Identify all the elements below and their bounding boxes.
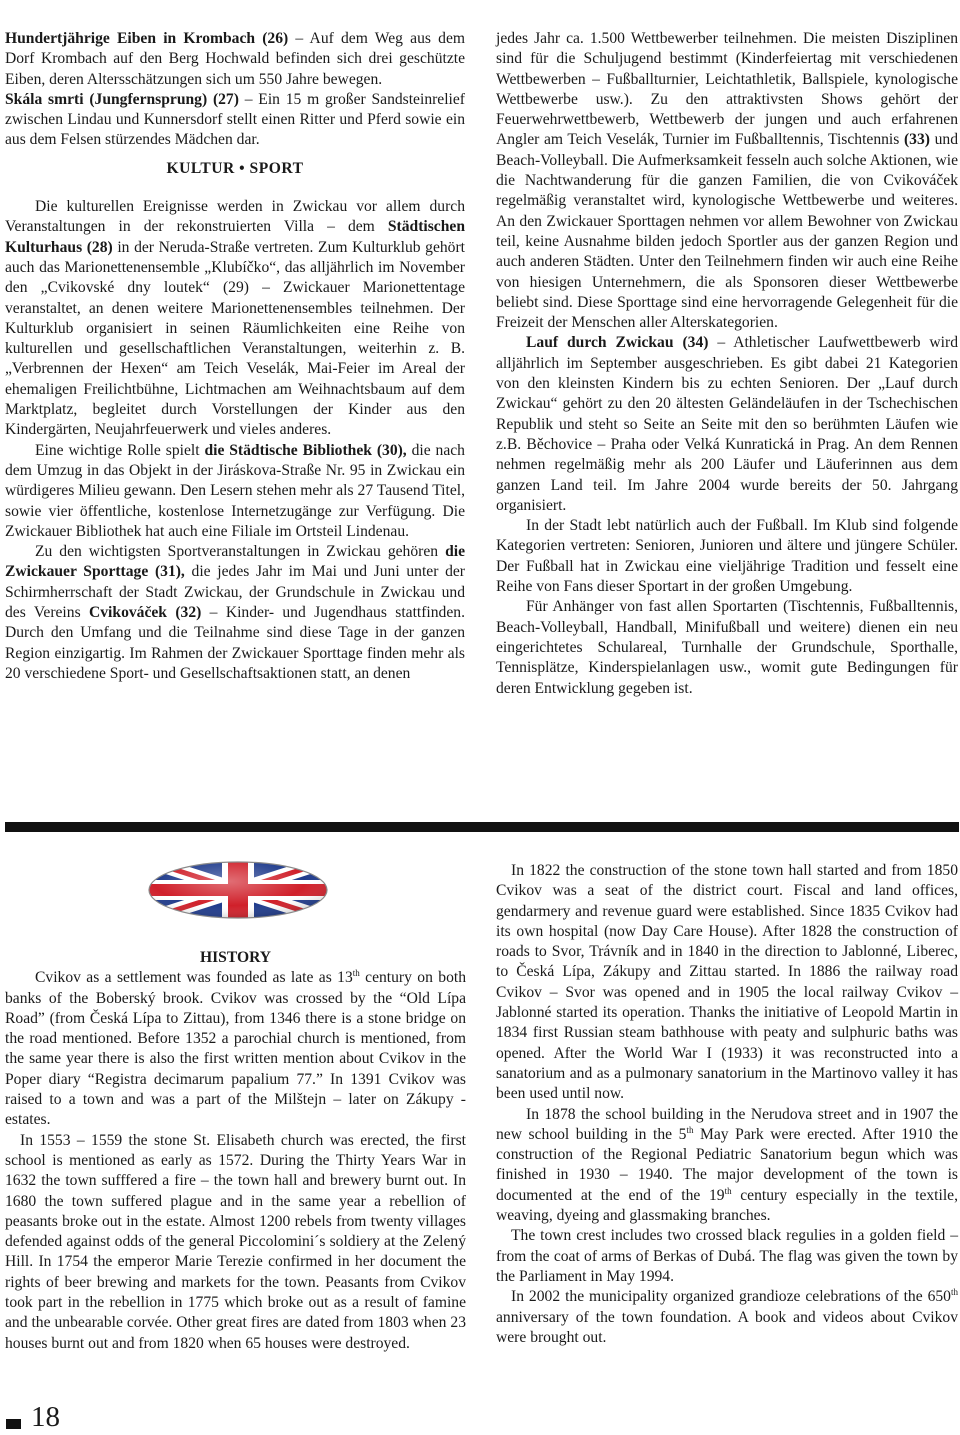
paragraph-krombach-yews: Hundertjährige Eiben in Krombach (26) – Auf dem Weg aus dem Dorf Krombach auf den Berg Hochwald befinden sich drei geschützte Eiben, deren Altersschätzungen sich um 550 Jahre bewegen. (5, 30, 465, 88)
term-library: die Städtische Bibliothek (30), (204, 441, 407, 459)
german-left-column (5, 29, 465, 684)
english-right-column (496, 861, 958, 1348)
paragraph-history-church: In 1553 – 1559 the stone St. Elisabeth church was erected, the first school is mentioned as early as 1572. During the Thirty Years War in 1632 the town sufffered a fire – the town hall and brewery burnt out. In 1680 the town suffered plague and in the same year a rebellion of peasants broke out in the estate. Almost 1200 rebels from twenty villages defended against odds of the general Piccolomini´s soldiery at the Zelený Hill. In 1754 the emperor Marie Terezie confirmed in her document the rights of beer brewing and markets for the town. Peasants from Cvikov took part in the rebellion in 1775 which broke out as a result of famine and the unbearable corvée. Other great fires are dated from 1803 when 23 houses burnt out and from 1820 when 65 houses were destroyed. (5, 1131, 466, 1352)
paragraph-sport-days: Zu den wichtigsten Sportveranstaltungen in Zwickau gehören die Zwickauer Sporttage (31), die jedes Jahr im Mai und Juni unter der Schirmherrschaft der Stadt Zwickau, der Grundschule in Zwickau und des Vereins Cvikováček (32) – Kinder- und Jugendhaus stattfinden. Durch den Umfang und die Teilnahme sind diese Tage in der ganzen Region einzigartig. Im Rahmen der Zwickauer Sporttage finden mehr als 20 verschiedene Sport- und Gesellschaftsaktionen statt, an denen (5, 543, 465, 682)
section-heading-history: HISTORY (199, 949, 272, 966)
term-skala-smrti: Skála smrti (Jungfernsprung) (27) (5, 90, 239, 108)
paragraph-history-town-hall: In 1822 the construction of the stone town hall started and from 1850 Cvikov was a seat of the district court. Fiscal and land offices, gendarmery and revenue guard were established. Since 1835 Cvikov had its own hospital (now Day Care House). After 1828 the construction of roads to Svor, Trávník and in 1840 in the direction to Jablonné, Liberec, to Česká Lípa, Zákupy and Zittau started. In 1886 the railway road Cvikov – Svor was opened and in 1905 the local railway Cvikov – Jablonné started its operation. Thanks the initiative of Leopold Martin in 1834 first Russian steam bathhouse with peaty and sulphuric baths was opened. After the World War I (1933) it was reconstructed into a sanatorium and as a pulmonary sanatorium in the Martinovo valley it has been used until now. (496, 862, 958, 1103)
section-heading-kultur-sport: KULTUR • SPORT (166, 159, 304, 177)
paragraph-football: In der Stadt lebt natürlich auch der Fußball. Im Klub sind folgende Kategorien vertreten: Senioren, Junioren und ältere und jüngere Schüler. Der Fußball hat in Zwickau eine vieljährige Tradition und fesselt eine Reihe von Fans dieser Sportart in der großen Umgebung. (496, 517, 958, 596)
section-divider (5, 822, 959, 832)
term-run-through-zwickau: Lauf durch Zwickau (34) (526, 334, 709, 352)
page-marker (6, 1419, 21, 1429)
german-right-column (496, 29, 958, 699)
paragraph-library: Eine wichtige Rolle spielt die Städtische Bibliothek (30), die nach dem Umzug in das Objekt in der Jiráskova-Straße Nr. 95 in Zwickau ein würdigeres Milieu gewann. Den Lesern stehen mehr als 27 Tausend Titel, sowie vier öffentliche, kostenlose Internetzugänge zur Verfügung. Die Zwickauer Bibliothek hat auch eine Filiale im Ortsteil Lindenau. (5, 441, 465, 540)
paragraph-history-anniversary: In 2002 the municipality organized grandioze celebrations of the 650th anniversary of the town foundation. A book and videos about Cvikov were brought out. (496, 1287, 958, 1346)
paragraph-facilities: Für Anhänger von fast allen Sportarten (Tischtennis, Fußballtennis, Beach-Volleyball, Handball, Minifußball und weitere) dienen ein neu eingerichtetes Schulareal, Turnhalle der Grundschule, Sporthalle, Tennisplätze, Kinderspielanlagen usw., womit gute Bedingungen für deren Entwicklung gegeben ist. (496, 598, 958, 697)
paragraph-skala-smrti: Skála smrti (Jungfernsprung) (27) – Ein 15 m großer Sandsteinrelief zwischen Lindau und Kunnersdorf stellt einen Ritter und Pferd sowie ein aus dem Felsen stürzendes Mädchen dar. (5, 90, 466, 149)
union-jack-flag-icon (148, 861, 328, 919)
paragraph-run: Lauf durch Zwickau (34) – Athletischer Laufwettbewerb wird alljährlich im September ausgeschrieben. Es gibt dabei 21 Kategorien von den kleinsten Kindern bis zu echten Senioren. Der „Lauf durch Zwickau“ gehört zu den 20 ältesten Geländeläufen in der Tschechischen Republik und steht so Seite an Seite mit den so berühmten Läufen wie z.B. Běchovice – Praha oder Velká Kunratická in Prag. An dem Rennen nehmen regelmäßig mehr als 200 Läufer und Läuferinnen aus dem ganzen Land teil. Im Jahre 2004 wurde bereits der 50. Jahrgang organisiert. (496, 334, 959, 514)
english-left-column (5, 948, 466, 1354)
paragraph-history-school: In 1878 the school building in the Nerudova street and in 1907 the new school building in the 5th May Park were erected. After 1910 the construction of the Regional Pediatric Sanatorium begun which was finished in 1930 – 1940. The major development of the town is documented at the end of the 19th century especially in the textile, weaving, dyeing and glassmaking branches. (496, 1105, 958, 1225)
term-cvikovacek: Cvikováček (32) (89, 604, 202, 622)
paragraph-history-founding: Cvikov as a settlement was founded as late as 13th century on both banks of the Boberský brook. Cvikov was crossed by the “Old Lípa Road” (from Česká Lípa to Zittau), from 1346 there is a stone bridge on the road mentioned. Before 1352 a parochial church is mentioned, from the same year there is also the first written mention about Cvikov in the Poper diary “Registra decimarum papalium 77.” In 1391 Cvikov was raised to a town and was a part of the Milštejn – later on Zákupy - estates. (5, 968, 466, 1129)
term-table-tennis: (33) (903, 131, 930, 149)
term-sport-days: die Zwickauer Sporttage (31), (5, 543, 465, 581)
paragraph-culture: Die kulturellen Ereignisse werden in Zwickau vor allem durch Veranstaltungen in der rekonstruierten Villa – dem Städtischen Kulturhaus (28) in der Neruda-Straße vertreten. Zum Kulturklub gehört auch das Marionettenensemble „Klubíčko“, das alljährlich im November den „Cvikovské dny loutek“ (29) – Zwickauer Marionettentage veranstaltet, an denen weitere Marionettenensembles teilnehmen. Der Kulturklub organisiert in seinen Räumlichkeiten eine Reihe von kulturellen und gesellschaftlichen Veranstaltungen, weiterhin z. B. „Verbrennen der Hexen“ am Teich Veselák, Mai-Feier im Areal der ehemaligen Freilichtbühne, Lichtmachen am Weihnachtsbaum auf dem Marktplatz, begleitet durch Vorstellungen der Kinder aus den Kindergärten, Neujahrfeuerwerk und vieles anderes. (5, 198, 466, 439)
paragraph-history-crest: The town crest includes two crossed black regulies in a golden field – from the coat of arms of Berkas of Dubá. The flag was given the town by the Parliament in May 1994. (496, 1227, 958, 1285)
page-number: 18 (31, 1401, 60, 1433)
paragraph-sport-days-continued: jedes Jahr ca. 1.500 Wettbewerber teilnehmen. Die meisten Disziplinen sind für die Schuljugend bestimmt (Kinderfeiertag mit verschiedenen Wettbewerben – Fußballturnier, Leichtathletik, Ballspiele, kynologische Wettbewerbe usw.). Zu den attraktivsten Shows gehört der Feuerwehrwettbewerb, Wettbewerb der jungen und auch erfahrenen Angler am Teich Veselák, Turnier im Fußballtennis, Tischtennis (33) und Beach-Volleyball. Die Aufmerksamkeit fesseln auch solche Aktionen, wie die Nachtwanderung für die ganzen Familien, die von Cvikováček regelmäßig veranstaltet wird, kynologische Wettbewerbe und weiteres. An den Zwickauer Sporttagen nehmen vor allem Bewohner von Zwickau teil, keine Ausnahme bilden jedoch Sportler aus der ganzen Region und auch anderen Städten. Unter den Teilnehmern finden wir auch eine Reihe von hiesigen Unternehmern, die als Sponsoren dieser Wettbewerbe beliebt sind. Diese Sporttage sind eine hervorragende Gelegenheit für die Freizeit der Menschen aller Alterskategorien. (496, 30, 958, 332)
term-krombach-yews: Hundertjährige Eiben in Krombach (26) (5, 30, 289, 47)
term-kulturhaus: Städtischen Kulturhaus (28) (5, 218, 465, 256)
